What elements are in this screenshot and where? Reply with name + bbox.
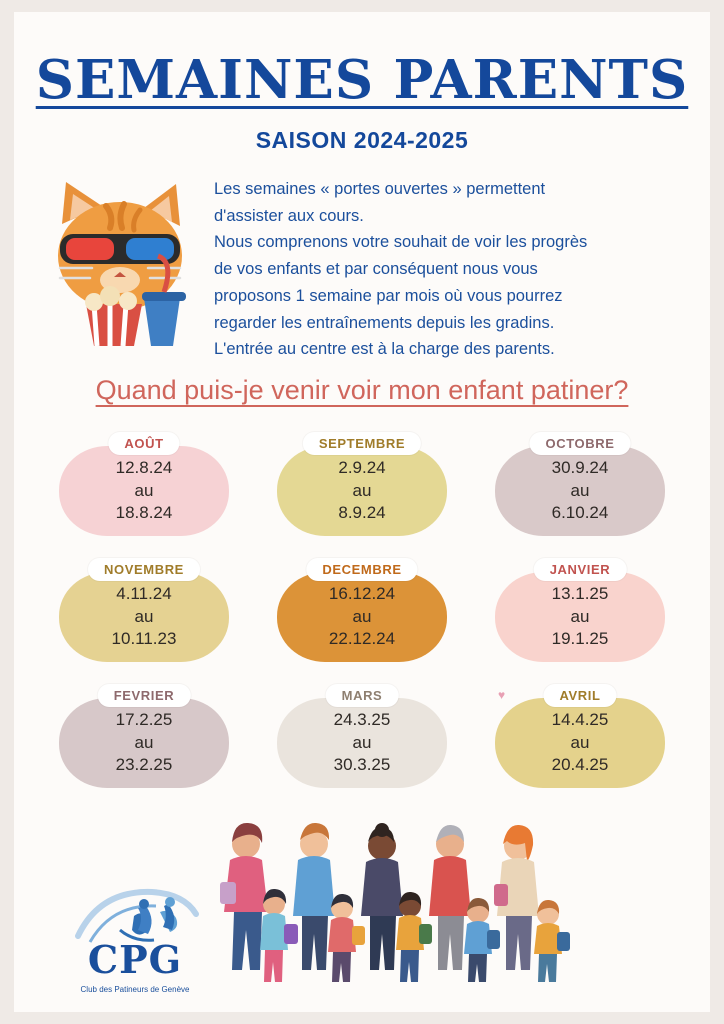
month-label: FEVRIER xyxy=(98,684,191,707)
month-blob xyxy=(495,446,665,536)
month-label: NOVEMBRE xyxy=(88,558,200,581)
month-start-date: 30.9.24 xyxy=(551,458,609,478)
month-separator: au xyxy=(134,606,154,626)
logo-name: CPG xyxy=(87,937,183,982)
intro-line-6: regarder les entraînements depuis les gradins. xyxy=(214,313,555,332)
months-grid xyxy=(44,432,680,788)
month-start-date: 14.4.25 xyxy=(551,710,609,730)
month-cell xyxy=(262,558,462,662)
heart-icon: ♥ xyxy=(498,688,506,702)
month-blob xyxy=(495,698,665,788)
month-cell xyxy=(480,432,680,536)
month-label: OCTOBRE xyxy=(530,432,631,455)
section-heading: Quand puis-je venir voir mon enfant patiner? xyxy=(95,375,629,405)
month-start-date: 24.3.25 xyxy=(333,710,391,730)
month-end-date: 18.8.24 xyxy=(115,503,173,523)
month-end-date: 20.4.25 xyxy=(551,755,609,775)
poster xyxy=(14,12,710,1012)
month-separator: au xyxy=(570,606,590,626)
page-title: SEMAINES PARENTS xyxy=(35,49,689,111)
month-cell xyxy=(44,432,244,536)
month-cell xyxy=(44,684,244,788)
month-label: AOÛT xyxy=(108,432,179,455)
month-end-date: 6.10.24 xyxy=(551,503,609,523)
month-end-date: 23.2.25 xyxy=(115,755,173,775)
month-blob xyxy=(495,572,665,662)
month-blob xyxy=(59,572,229,662)
month-end-date: 8.9.24 xyxy=(338,503,386,523)
month-label: JANVIER xyxy=(534,558,627,581)
cat-with-3d-glasses-popcorn-icon xyxy=(40,164,200,349)
month-blob xyxy=(59,698,229,788)
intro-line-5: proposons 1 semaine par mois où vous pourrez xyxy=(214,286,563,305)
intro-line-2: d'assister aux cours. xyxy=(214,206,364,225)
month-blob xyxy=(59,446,229,536)
month-end-date: 10.11.23 xyxy=(111,629,177,649)
month-separator: au xyxy=(570,732,590,752)
month-separator: au xyxy=(570,480,590,500)
month-label: SEPTEMBRE xyxy=(303,432,421,455)
intro-line-1: Les semaines « portes ouvertes » permettent xyxy=(214,180,546,198)
month-start-date: 2.9.24 xyxy=(338,458,386,478)
month-separator: au xyxy=(352,732,372,752)
month-separator: au xyxy=(134,480,154,500)
intro-line-3: Nous comprenons votre souhait de voir les progrès xyxy=(214,233,588,252)
month-cell xyxy=(262,684,462,788)
month-blob xyxy=(277,446,447,536)
month-separator: au xyxy=(352,606,372,626)
intro-text xyxy=(214,176,624,363)
month-cell xyxy=(44,558,244,662)
page-subtitle: SAISON 2024-2025 xyxy=(255,127,469,153)
month-separator: au xyxy=(352,480,372,500)
month-end-date: 19.1.25 xyxy=(551,629,609,649)
month-end-date: 22.12.24 xyxy=(328,629,396,649)
month-start-date: 17.2.25 xyxy=(115,710,173,730)
month-label: DECEMBRE xyxy=(306,558,417,581)
intro-line-7: L'entrée au centre est à la charge des parents. xyxy=(214,340,555,359)
month-start-date: 13.1.25 xyxy=(551,584,609,604)
families-group-illustration xyxy=(210,812,590,1002)
month-blob xyxy=(277,698,447,788)
month-label: MARS xyxy=(326,684,399,707)
month-start-date: 16.12.24 xyxy=(328,584,396,604)
month-label: AVRIL xyxy=(543,684,616,707)
logo-tagline: Club des Patineurs de Genève xyxy=(80,985,190,994)
month-blob xyxy=(277,572,447,662)
month-cell xyxy=(480,558,680,662)
month-cell xyxy=(480,684,680,788)
intro-section xyxy=(14,154,710,369)
intro-line-4: de vos enfants et par conséquent nous vous xyxy=(214,260,538,279)
footer-artwork xyxy=(14,802,710,1012)
month-end-date: 30.3.25 xyxy=(333,755,391,775)
month-separator: au xyxy=(134,732,154,752)
month-start-date: 4.11.24 xyxy=(116,584,172,604)
month-cell xyxy=(262,432,462,536)
month-start-date: 12.8.24 xyxy=(115,458,173,478)
